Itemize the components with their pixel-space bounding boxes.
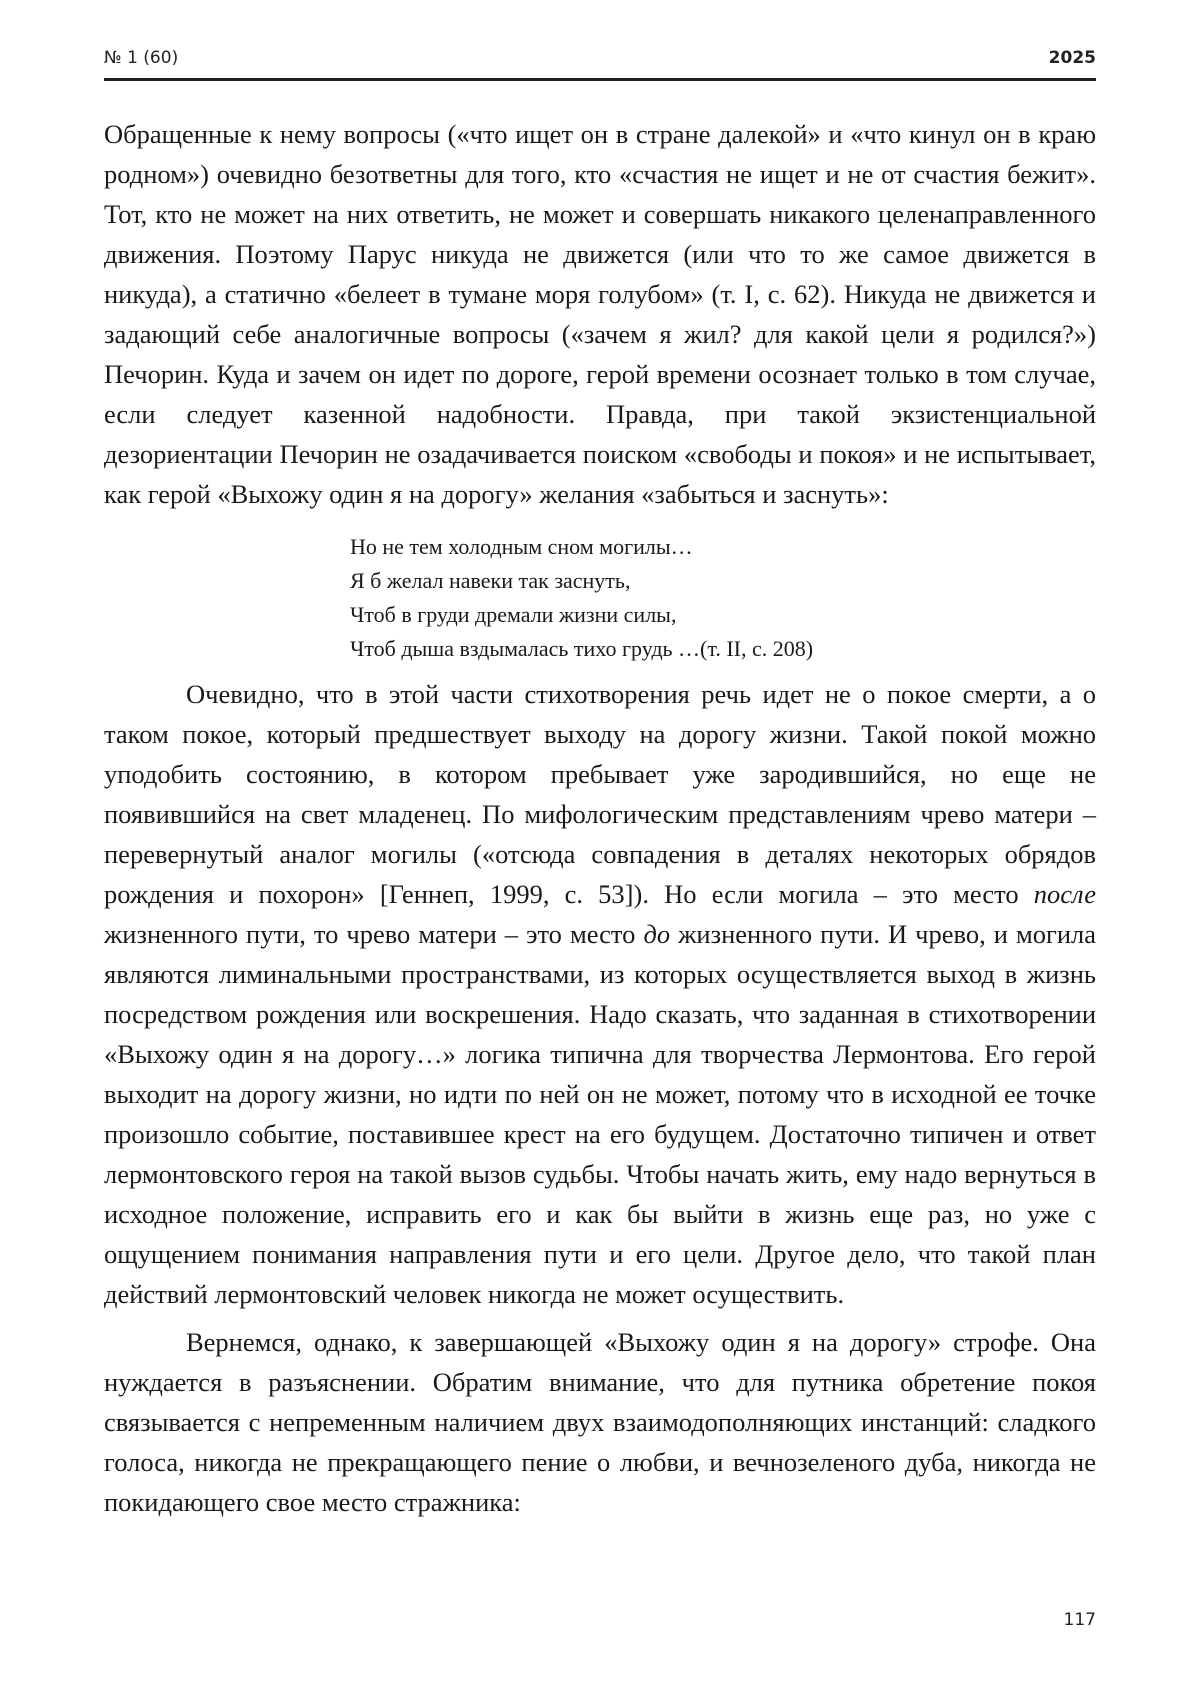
issue-number: № 1 (60) (104, 48, 179, 68)
emphasis-before: до (643, 919, 671, 949)
verse-line: Но не тем холодным сном могилы… (350, 534, 693, 559)
paragraph-2-text: жизненного пути, то чрево матери – это место (104, 919, 644, 949)
year: 2025 (1048, 48, 1096, 68)
paragraph-1: Обращенные к нему вопросы («что ищет он в стране далекой» и «что кинул он в краю родном») очевидно безответны для того, кто «счастия не ищет и не от счастия бежит». Тот, кто не может на них ответить, не может и совершать никакого целенаправленного движения. Поэтому Парус никуда не движется (или что то же самое движется в никуда), а статично «белеет в тумане моря голубом» (т. I, с. 62). Никуда не движется и задающий себе аналогичные вопросы («зачем я жил? для какой цели я родился?») Печорин. Куда и зачем он идет по дороге, герой времени осознает только в том случае, если следует казенной надобности. Правда, при такой экзистенциальной дезориентации Печорин не озадачивается поиском «свободы и покоя» и не испытывает, как герой «Выхожу один я на дорогу» желания «забыться и заснуть»: (104, 119, 1096, 509)
article-body (104, 114, 1096, 1522)
running-header (104, 48, 1096, 80)
paragraph-2-text: Очевидно, что в этой части стихотворения речь идет не о покое смерти, а о таком покое, который предшествует выходу на дорогу жизни. Такой покой можно уподобить состоянию, в котором пребывает уже зародившийся, но еще не появившийся на свет младенец. По мифологическим представлениям чрево матери – перевернутый аналог могилы («отсюда совпадения в деталях некоторых обрядов рождения и похорон» [Геннеп, 1999, с. 53]). Но если могила – это место (104, 679, 1096, 909)
paragraph-2 (104, 674, 1096, 1314)
paragraph-3: Вернемся, однако, к завершающей «Выхожу один я на дорогу» строфе. Она нуждается в разъяснении. Обратим внимание, что для путника обретение покоя связывается с непременным наличием двух взаимодополняющих инстанций: сладкого голоса, никогда не прекращающего пение о любви, и вечнозеленого дуба, никогда не покидающего свое место стражника: (104, 1327, 1096, 1517)
page-number: 117 (1063, 1610, 1096, 1630)
emphasis-after: после (1033, 879, 1096, 909)
verse-line: Чтоб в груди дремали жизни силы, (350, 602, 677, 627)
paragraph-2-text: жизненного пути. И чрево, и могила являются лиминальными пространствами, из которых осуществляется выход в жизнь посредством рождения или воскрешения. Надо сказать, что заданная в стихотворении «Выхожу один я на дорогу…» логика типична для творчества Лермонтова. Его герой выходит на дорогу жизни, но идти по ней он не может, потому что в исходной ее точке произошло событие, поставившее крест на его будущем. Достаточно типичен и ответ лермонтовского героя на такой вызов судьбы. Чтобы начать жить, ему надо вернуться в исходное положение, исправить его и как бы выйти в жизнь еще раз, но уже с ощущением понимания направления пути и его цели. Другое дело, что такой план действий лермонтовский человек никогда не может осуществить. (104, 919, 1096, 1309)
header-rule (104, 78, 1096, 81)
verse-line: Я б желал навеки так заснуть, (350, 568, 631, 593)
verse-quote (350, 530, 1096, 666)
verse-line: Чтоб дыша вздымалась тихо грудь …(т. II, с. 208) (350, 636, 814, 661)
